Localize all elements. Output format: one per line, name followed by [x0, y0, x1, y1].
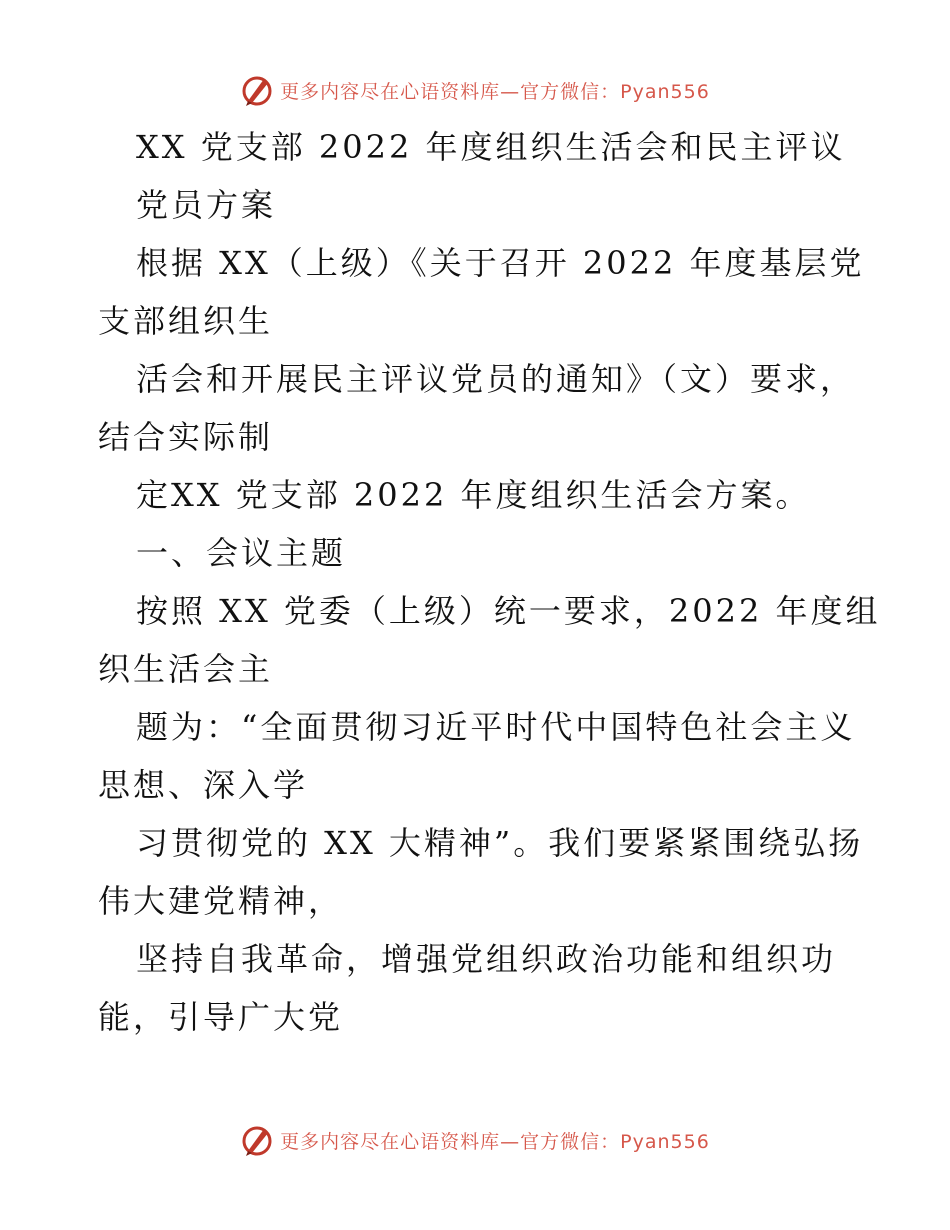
- document-line: 活会和开展民主评议党员的通知》（文）要求，: [136, 360, 856, 398]
- document-line: 根据 XX（上级）《关于召开 2022 年度基层党: [136, 244, 865, 282]
- document-line: 坚持自我革命，增强党组织政治功能和组织功: [136, 940, 837, 978]
- watermark-text: 更多内容尽在心语资料库—官方微信：Pyan556: [280, 1130, 710, 1153]
- document-line: XX 党支部 2022 年度组织生活会和民主评议: [136, 128, 846, 166]
- document-line: 一、会议主题: [136, 534, 347, 572]
- document-line: 能，引导广大党: [98, 998, 344, 1036]
- document-line: 织生活会主: [98, 650, 274, 688]
- watermark-banner-top: [0, 70, 950, 110]
- document-line: 伟大建党精神，: [98, 882, 344, 920]
- document-body: [98, 118, 881, 1046]
- watermark-banner-bottom: [0, 1120, 950, 1160]
- document-line: 题为：“全面贯彻习近平时代中国特色社会主义: [136, 708, 856, 746]
- document-line: 结合实际制: [98, 418, 274, 456]
- document-line: 按照 XX 党委（上级）统一要求，2022 年度组: [136, 592, 881, 630]
- document-line: 支部组织生: [98, 302, 274, 340]
- document-line: 思想、深入学: [98, 766, 309, 804]
- document-line: 习贯彻党的 XX 大精神”。我们要紧紧围绕弘扬: [136, 824, 864, 862]
- document-line: 定XX 党支部 2022 年度组织生活会方案。: [136, 476, 811, 514]
- document-line: 党员方案: [136, 186, 277, 224]
- watermark-text: 更多内容尽在心语资料库—官方微信：Pyan556: [280, 80, 710, 103]
- quill-pen-logo: [240, 73, 274, 107]
- quill-pen-logo: [240, 1123, 274, 1157]
